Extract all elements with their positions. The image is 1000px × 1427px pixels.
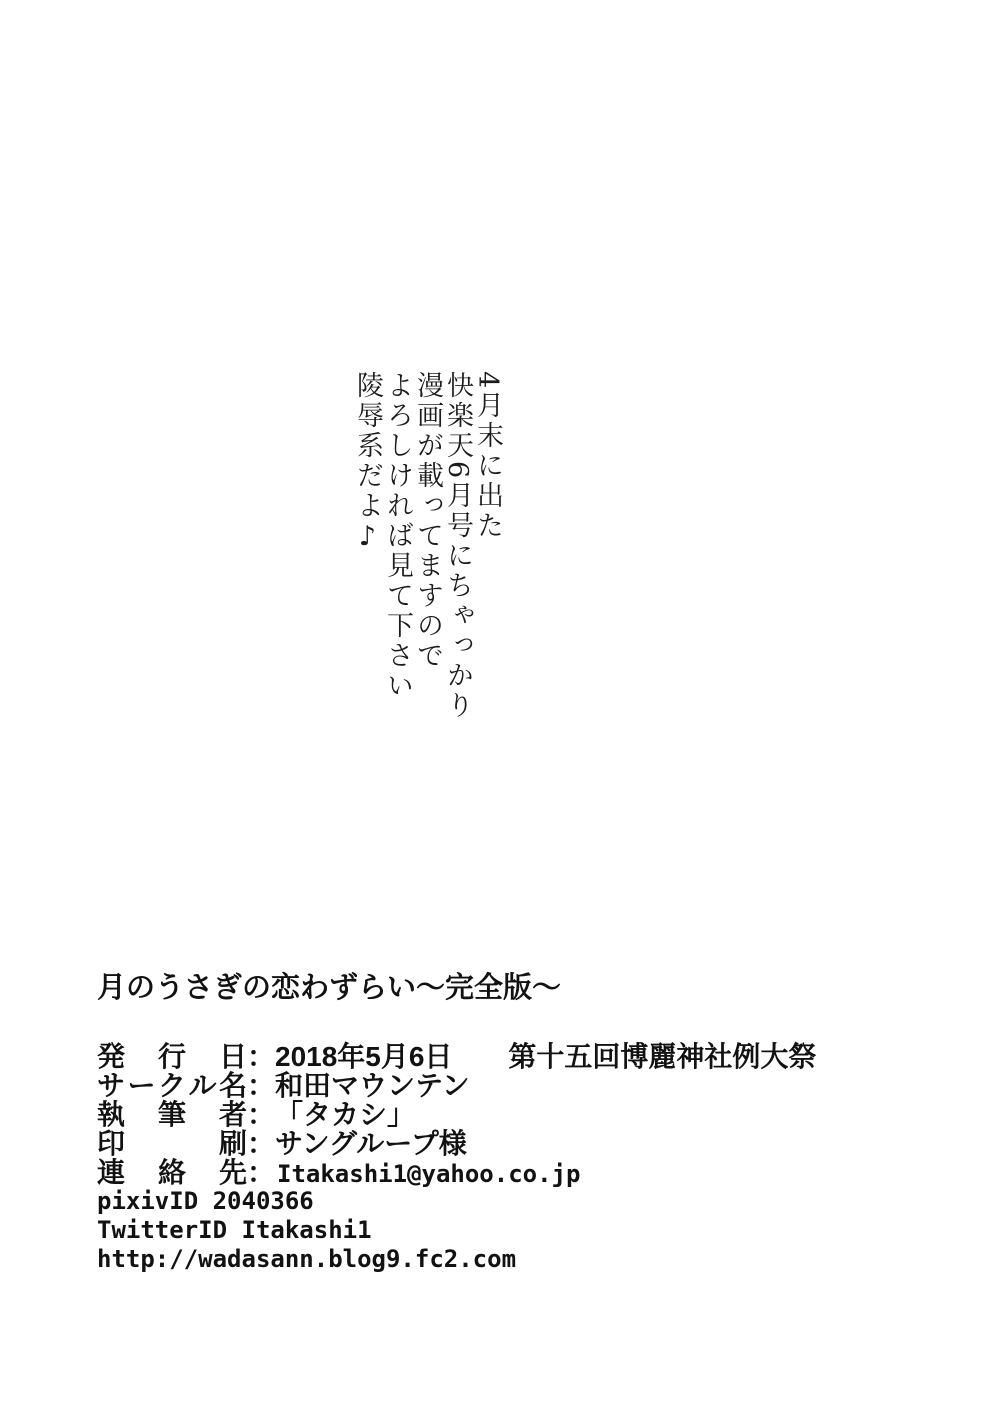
contact-email-value: Itakashi1@yahoo.co.jp [277, 1160, 581, 1188]
afterword-line-4: よろしければ見て下さい [382, 371, 413, 701]
author-value: 「タカシ」 [275, 1099, 416, 1130]
entry-colon: ： [247, 1041, 276, 1072]
doujin-title: 月のうさぎの恋わずらい～完全版～ [97, 972, 562, 1004]
circle-name-value: 和田マウンテン [275, 1070, 470, 1101]
label-char: 刷 [218, 1128, 247, 1159]
colophon-entry-publish-date [97, 1042, 816, 1071]
colophon-block [97, 971, 816, 1274]
publish-date-value: 2018年5月6日 第十五回博麗神社例大祭 [275, 1041, 817, 1072]
printer-value: サングループ様 [275, 1128, 467, 1159]
label-char: 名 [218, 1070, 247, 1101]
entry-label [97, 1071, 247, 1100]
afterword-line-2: 快楽天6月号にちゃっかり [442, 371, 473, 722]
colophon-entry-printer [97, 1129, 816, 1158]
label-char: 者 [218, 1099, 247, 1130]
label-char: 行 [157, 1041, 186, 1072]
label-char: ル [188, 1070, 217, 1101]
afterword-note [352, 371, 502, 741]
label-char: ク [157, 1070, 186, 1101]
label-char: 先 [218, 1157, 247, 1188]
twitter-id-line: TwitterID Itakashi1 [97, 1216, 372, 1244]
afterword-line-1: 4月末に出た [472, 371, 503, 542]
label-char: 印 [97, 1128, 126, 1159]
afterword-line-3: 漫画が載ってますので [412, 371, 443, 671]
entry-colon: ： [247, 1070, 276, 1101]
entry-label [97, 1100, 247, 1129]
label-char: ー [127, 1070, 156, 1101]
label-char: 絡 [157, 1157, 186, 1188]
label-char: 日 [218, 1041, 247, 1072]
entry-colon: ： [247, 1128, 276, 1159]
afterword-line-5: 陵辱系だよ♪ [352, 371, 383, 555]
entry-label [97, 1042, 247, 1071]
label-char: 発 [97, 1041, 126, 1072]
label-char: 筆 [157, 1099, 186, 1130]
entry-label [97, 1129, 247, 1158]
colophon-entry-author [97, 1100, 816, 1129]
blog-url-line: http://wadasann.blog9.fc2.com [97, 1245, 517, 1273]
colophon-entry-circle-name [97, 1071, 816, 1100]
entry-colon: ： [247, 1099, 276, 1130]
label-char: サ [97, 1070, 126, 1101]
entry-colon: ： [247, 1157, 276, 1188]
colophon-entry-contact [97, 1158, 816, 1187]
entry-label [97, 1158, 247, 1187]
label-char: 連 [97, 1157, 126, 1188]
pixiv-id-line: pixivID 2040366 [97, 1187, 314, 1215]
label-char: 執 [97, 1099, 126, 1130]
